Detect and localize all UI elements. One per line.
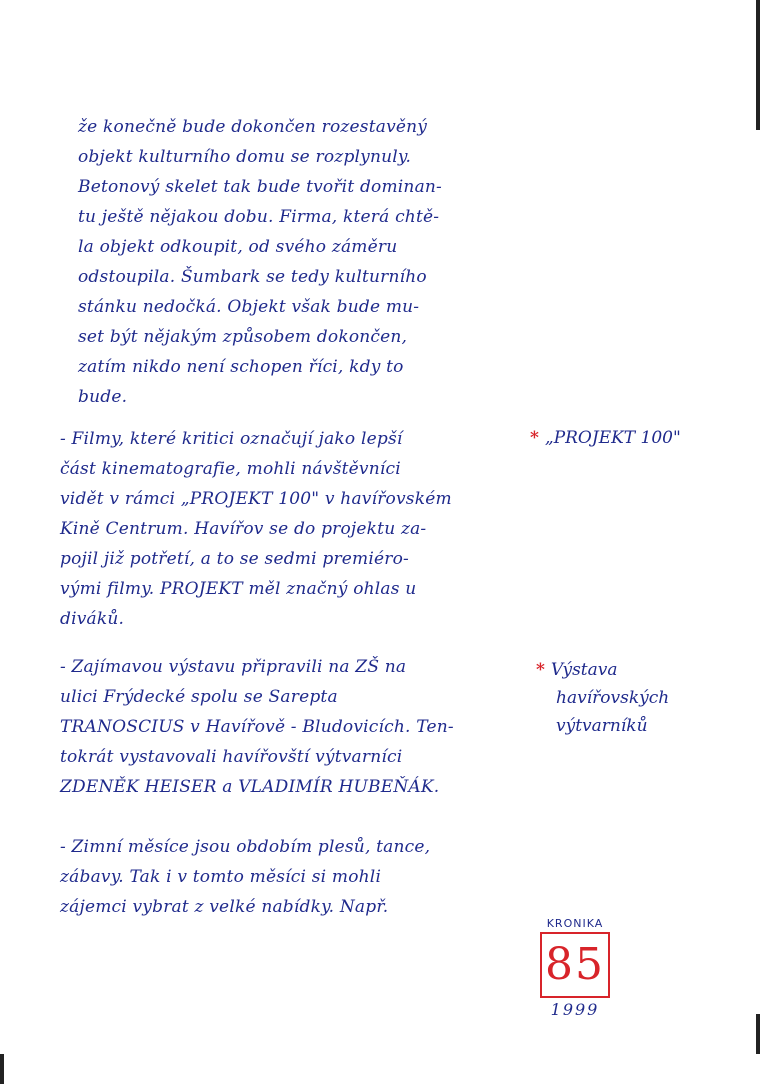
text-line: set být nějakým způsobem dokončen, xyxy=(78,327,408,347)
paragraph-3 xyxy=(60,652,454,802)
text-line: bude. xyxy=(78,387,128,407)
text-line: diváků. xyxy=(60,609,125,629)
scan-edge-mark-left xyxy=(0,1054,4,1084)
text-line: - Zimní měsíce jsou obdobím plesů, tance, xyxy=(60,837,431,857)
text-line: vidět v rámci „PROJEKT 100" v havířovském xyxy=(60,489,452,509)
text-line: odstoupila. Šumbark se tedy kulturního xyxy=(78,267,427,287)
text-line: Kině Centrum. Havířov se do projektu za- xyxy=(60,519,427,539)
asterisk-icon: * xyxy=(530,428,539,448)
asterisk-icon: * xyxy=(536,660,545,680)
scan-edge-mark-top xyxy=(756,0,760,130)
paragraph-4 xyxy=(60,832,430,922)
page-number-box: 85 xyxy=(540,932,610,998)
margin-note-text: Výstava xyxy=(550,660,618,680)
paragraph-1 xyxy=(78,112,442,412)
margin-note-projekt xyxy=(530,424,681,452)
text-line: TRANOSCIUS v Havířově - Bludovicích. Ten- xyxy=(60,717,454,737)
text-line: la objekt odkoupit, od svého záměru xyxy=(78,237,398,257)
text-line: objekt kulturního domu se rozplynuly. xyxy=(78,147,412,167)
paragraph-2 xyxy=(60,424,452,634)
margin-note-text: výtvarníků xyxy=(556,716,648,736)
text-line: ulici Frýdecké spolu se Sarepta xyxy=(60,687,338,707)
text-line: Betonový skelet tak bude tvořit dominan- xyxy=(78,177,443,197)
margin-note-text: „PROJEKT 100" xyxy=(544,428,681,448)
margin-note-line xyxy=(536,656,669,684)
margin-note-text: havířovských xyxy=(556,688,670,708)
text-line: zábavy. Tak i v tomto měsíci si mohli xyxy=(60,867,382,887)
text-line: zatím nikdo není schopen říci, kdy to xyxy=(78,357,404,377)
margin-note-vystava xyxy=(536,656,669,740)
text-line: tu ještě nějakou dobu. Firma, která chtě- xyxy=(78,207,440,227)
text-line: část kinematografie, mohli návštěvníci xyxy=(60,459,401,479)
scan-edge-mark-bottom xyxy=(756,1014,760,1054)
chronicle-stamp xyxy=(530,916,620,1022)
text-line: - Filmy, které kritici označují jako lepší xyxy=(60,429,403,449)
text-line: pojil již potřetí, a to se sedmi premiéro- xyxy=(60,549,409,569)
text-line: - Zajímavou výstavu připravili na ZŠ na xyxy=(60,657,407,677)
margin-note-line xyxy=(530,424,681,452)
text-line: tokrát vystavovali havířovští výtvarníci xyxy=(60,747,403,767)
stamp-label: KRONIKA xyxy=(546,917,604,930)
text-line: že konečně bude dokončen rozestavěný xyxy=(78,117,428,137)
text-line: ZDENĚK HEISER a VLADIMÍR HUBEŇÁK. xyxy=(60,777,440,797)
text-line: vými filmy. PROJEKT měl značný ohlas u xyxy=(60,579,417,599)
text-line: stánku nedočká. Objekt však bude mu- xyxy=(78,297,420,317)
margin-note-line xyxy=(536,712,669,740)
margin-note-line xyxy=(536,684,669,712)
stamp-year: 1999 xyxy=(550,1000,600,1019)
text-line: zájemci vybrat z velké nabídky. Např. xyxy=(60,897,389,917)
